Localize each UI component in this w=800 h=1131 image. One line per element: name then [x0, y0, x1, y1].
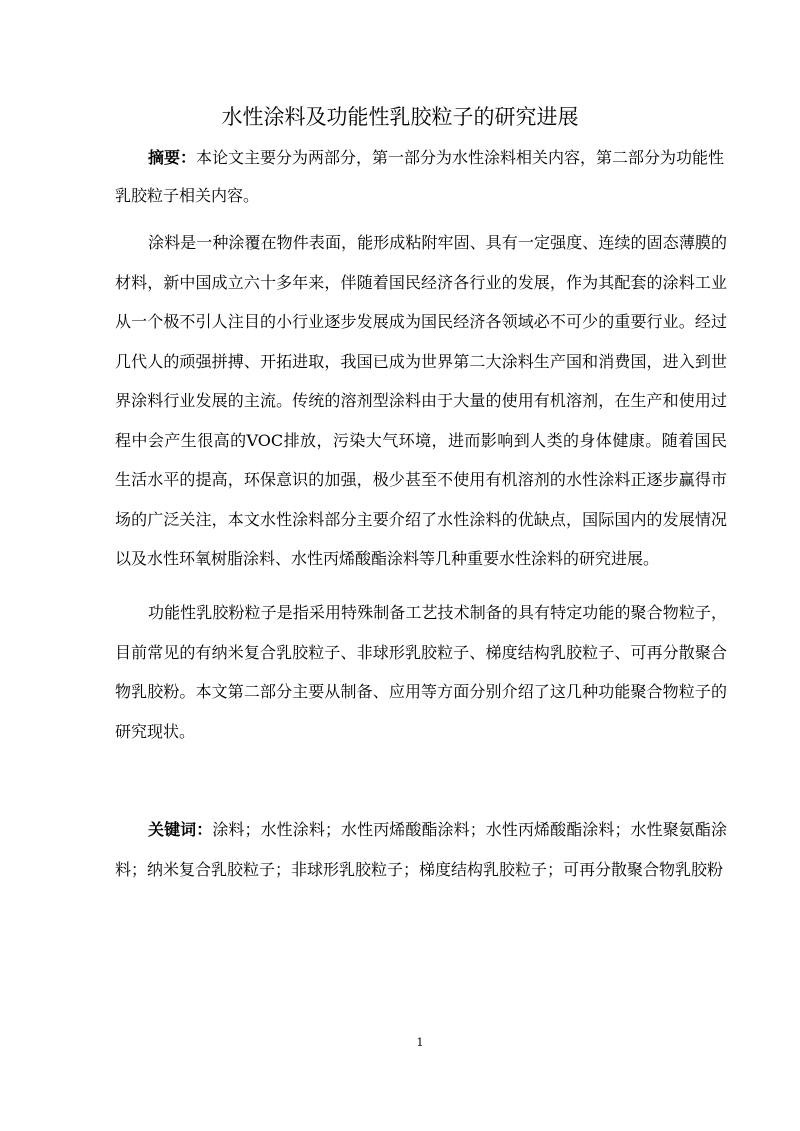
body-line: 材料，新中国成立六十多年来，伴随着国民经济各行业的发展，作为其配套的涂料工业	[115, 272, 727, 292]
body-line: 目前常见的有纳米复合乳胶粒子、非球形乳胶粒子、梯度结构乳胶粒子、可再分散聚合	[115, 642, 727, 662]
abstract-label: 摘要：	[148, 148, 197, 167]
body-line: 涂料是一种涂覆在物件表面，能形成粘附牢固、具有一定强度、连续的固态薄膜的	[148, 233, 727, 252]
body-line: 功能性乳胶粉粒子是指采用特殊制备工艺技术制备的具有特定功能的聚合物粒子，	[148, 603, 727, 622]
abstract-section	[115, 139, 727, 215]
paragraph-coatings	[115, 223, 727, 579]
body-line: 物乳胶粉。本文第二部分主要从制备、应用等方面分别介绍了这几种功能聚合物粒子的	[115, 682, 727, 701]
keywords-line: 料；纳米复合乳胶粒子；非球形乳胶粒子；梯度结构乳胶粒子；可再分散聚合物乳胶粉	[115, 859, 724, 879]
abstract-text: 本论文主要分为两部分，第一部分为水性涂料相关内容，第二部分为功能性	[196, 148, 725, 167]
body-line: 界涂料行业发展的主流。传统的溶剂型涂料由于大量的使用有机溶剂，在生产和使用过	[115, 391, 727, 410]
page-number: 1	[416, 1036, 424, 1049]
page-title: 水性涂料及功能性乳胶粒子的研究进展	[221, 105, 579, 129]
body-line: 几代人的顽强拼搏、开拓进取，我国已成为世界第二大涂料生产国和消费国，进入到世	[115, 351, 727, 371]
abstract-line	[115, 139, 727, 177]
keywords-label: 关键词：	[148, 820, 213, 839]
body-line: 生活水平的提高，环保意识的加强，极少甚至不使用有机溶剂的水性涂料正逐步赢得市	[115, 470, 727, 489]
keywords-line	[115, 810, 727, 850]
body-line: 程中会产生很高的VOC排放，污染大气环境，进而影响到人类的身体健康。随着国民	[115, 430, 727, 450]
abstract-line: 乳胶粒子相关内容。	[115, 186, 260, 205]
body-line: 场的广泛关注，本文水性涂料部分主要介绍了水性涂料的优缺点，国际国内的发展情况	[115, 509, 727, 529]
keywords-section	[115, 810, 727, 889]
paragraph-latex-particles	[115, 593, 727, 751]
body-line: 以及水性环氧树脂涂料、水性丙烯酸酯涂料等几种重要水性涂料的研究进展。	[115, 549, 660, 568]
body-line: 研究现状。	[115, 721, 196, 741]
keywords-text: 涂料；水性涂料；水性丙烯酸酯涂料；水性丙烯酸酯涂料；水性聚氨酯涂	[212, 820, 727, 839]
body-line: 从一个极不引人注目的小行业逐步发展成为国民经济各领域必不可少的重要行业。经过	[115, 312, 727, 331]
